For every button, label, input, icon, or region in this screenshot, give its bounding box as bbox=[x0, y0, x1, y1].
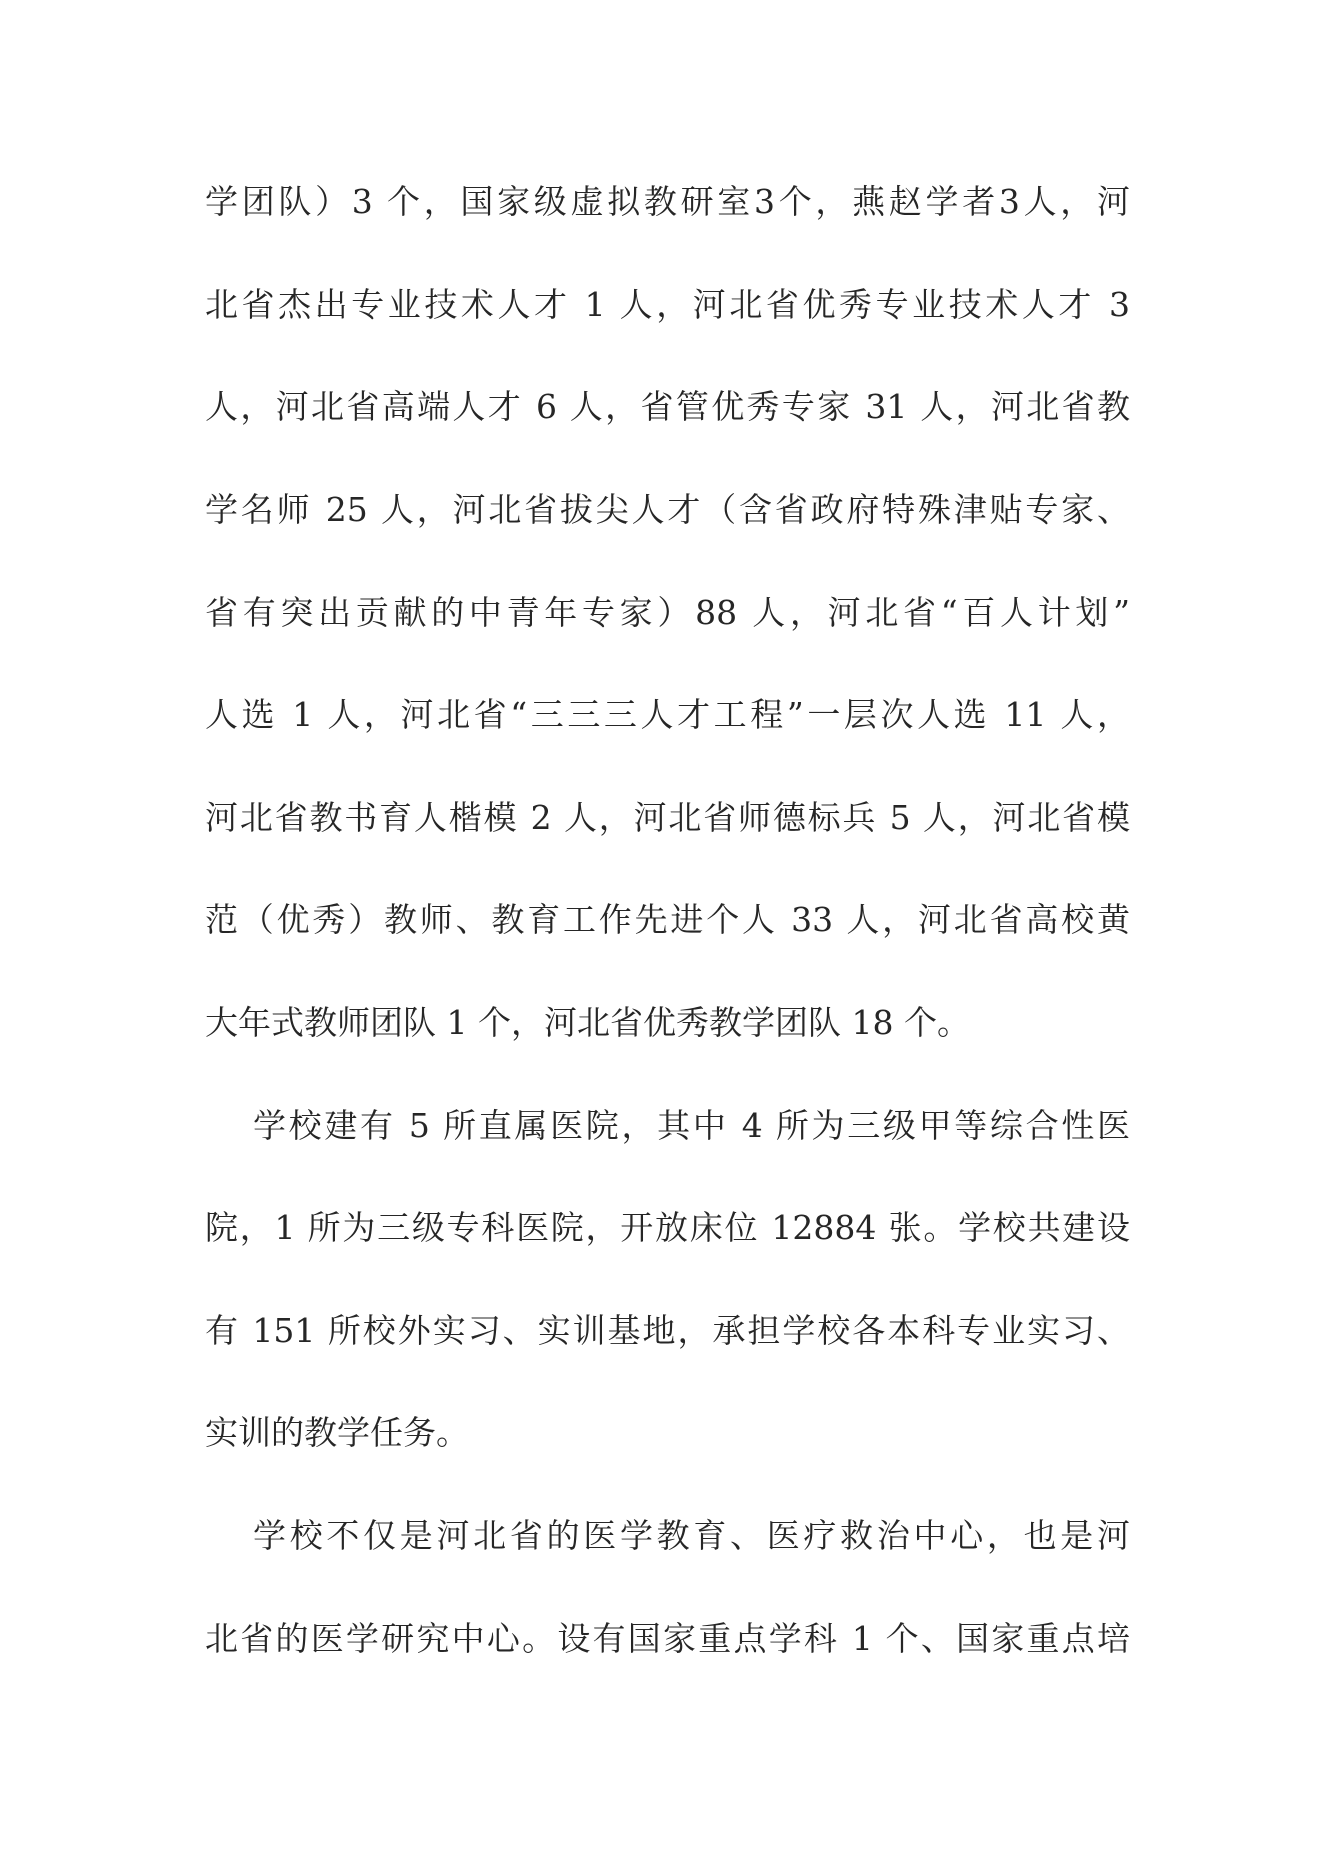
text-line: 北省的医学研究中心。设有国家重点学科 1 个、国家重点培 bbox=[205, 1619, 1130, 1658]
text-line: 实训的教学任务。 bbox=[205, 1413, 469, 1452]
text-line: 省有突出贡献的中青年专家）88 人，河北省“百人计划” bbox=[205, 593, 1130, 632]
paragraph-first-line: 学校不仅是河北省的医学教育、医疗救治中心，也是河 bbox=[253, 1516, 1130, 1555]
paragraph-first-line: 学校建有 5 所直属医院，其中 4 所为三级甲等综合性医 bbox=[253, 1106, 1130, 1145]
text-line: 学团队）3 个，国家级虚拟教研室3个，燕赵学者3人，河 bbox=[205, 182, 1130, 221]
text-line: 河北省教书育人楷模 2 人，河北省师德标兵 5 人，河北省模 bbox=[205, 798, 1130, 837]
text-line: 人选 1 人，河北省“三三三人才工程”一层次人选 11 人， bbox=[205, 695, 1130, 734]
text-line: 学名师 25 人，河北省拔尖人才（含省政府特殊津贴专家、 bbox=[205, 490, 1130, 529]
text-line: 北省杰出专业技术人才 1 人，河北省优秀专业技术人才 3 bbox=[205, 285, 1130, 324]
text-line: 院，1 所为三级专科医院，开放床位 12884 张。学校共建设 bbox=[205, 1208, 1130, 1247]
text-line: 范（优秀）教师、教育工作先进个人 33 人，河北省高校黄 bbox=[205, 900, 1130, 939]
text-line: 人，河北省高端人才 6 人，省管优秀专家 31 人，河北省教 bbox=[205, 387, 1130, 426]
text-line: 有 151 所校外实习、实训基地，承担学校各本科专业实习、 bbox=[205, 1311, 1130, 1350]
text-line: 大年式教师团队 1 个，河北省优秀教学团队 18 个。 bbox=[205, 1003, 970, 1042]
